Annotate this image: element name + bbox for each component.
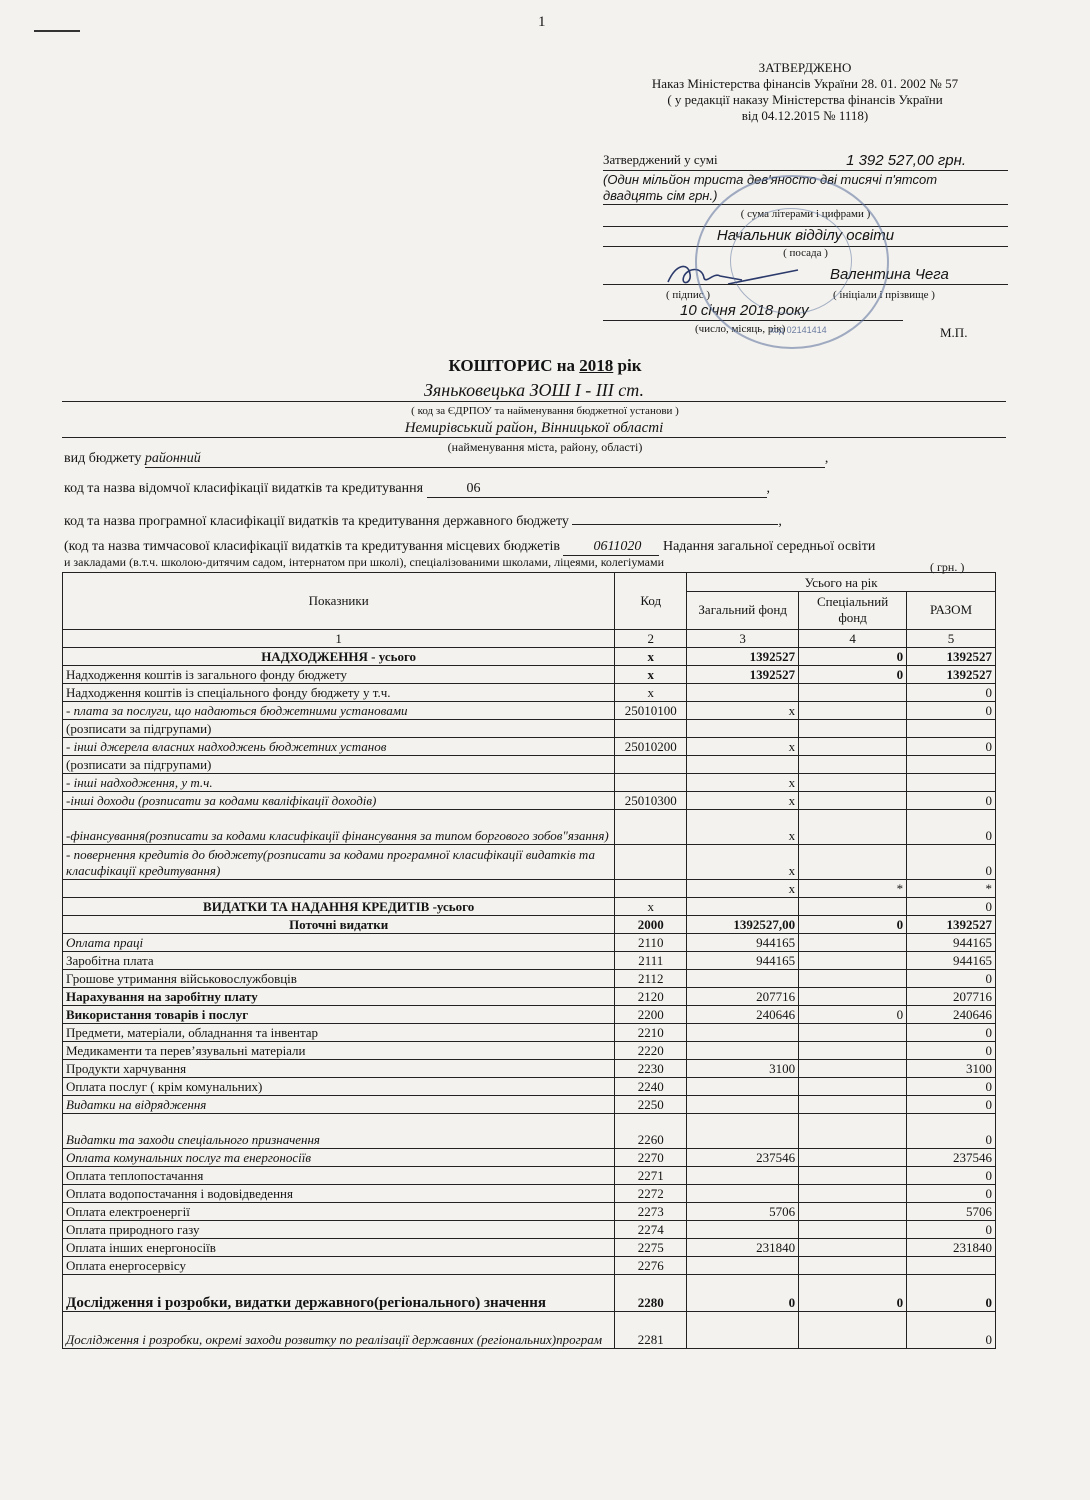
row-total: 207716 [907, 988, 996, 1006]
program-class-value [572, 510, 778, 525]
program-class-label: код та назва програмної класифікації видатків та кредитування державного бюджету [64, 514, 569, 529]
row-general-fund: 0 [687, 1275, 799, 1312]
row-special-fund [799, 774, 907, 792]
table-row [63, 720, 996, 738]
table-row [63, 774, 996, 792]
row-general-fund [687, 1096, 799, 1114]
table-row [63, 1221, 996, 1239]
row-label: Оплата теплопостачання [63, 1167, 615, 1185]
col-number: 2 [615, 630, 687, 648]
row-label: Поточні видатки [63, 916, 615, 934]
estimate-title-suffix: рік [613, 356, 642, 375]
row-code [615, 774, 687, 792]
row-special-fund [799, 1114, 907, 1149]
row-special-fund [799, 720, 907, 738]
row-special-fund [799, 684, 907, 702]
row-special-fund [799, 1149, 907, 1167]
row-code: 2260 [615, 1114, 687, 1149]
page-number: 1 [538, 14, 546, 30]
header-code: Код [615, 573, 687, 630]
official-stamp-inner [730, 208, 852, 314]
approval-title: ЗАТВЕРДЖЕНО [758, 60, 852, 75]
row-special-fund [799, 738, 907, 756]
row-code: 2274 [615, 1221, 687, 1239]
table-row [63, 1149, 996, 1167]
row-label: Оплата енергосервісу [63, 1257, 615, 1275]
row-total: 0 [907, 898, 996, 916]
row-special-fund [799, 1203, 907, 1221]
row-code [615, 810, 687, 845]
row-general-fund [687, 684, 799, 702]
row-special-fund [799, 756, 907, 774]
row-general-fund: х [687, 702, 799, 720]
row-total: 0 [907, 738, 996, 756]
row-label: Видатки на відрядження [63, 1096, 615, 1114]
row-general-fund: х [687, 810, 799, 845]
row-total: 0 [907, 1114, 996, 1149]
row-label: Використання товарів і послуг [63, 1006, 615, 1024]
row-label: - інші джерела власних надходжень бюджетних установ [63, 738, 615, 756]
header-indicators: Показники [63, 573, 615, 630]
row-label [63, 880, 615, 898]
row-total: 0 [907, 702, 996, 720]
local-class-text: Надання загальної середньої освіти [662, 539, 876, 554]
row-general-fund: х [687, 792, 799, 810]
row-general-fund [687, 1078, 799, 1096]
row-general-fund: 240646 [687, 1006, 799, 1024]
table-row [63, 952, 996, 970]
corner-mark [34, 30, 80, 32]
row-total: 0 [907, 845, 996, 880]
row-total: 944165 [907, 934, 996, 952]
row-label: Надходження коштів із спеціального фонду бюджету у т.ч. [63, 684, 615, 702]
institution-name: Зяньковецька ЗОШ І - ІІІ ст. [62, 380, 1006, 402]
row-general-fund: 3100 [687, 1060, 799, 1078]
row-label: Оплата інших енергоносіїв [63, 1239, 615, 1257]
location-name: Немирівський район, Вінницької області [62, 420, 1006, 438]
row-general-fund: 944165 [687, 952, 799, 970]
table-row [63, 1096, 996, 1114]
table-row [63, 934, 996, 952]
table-row [63, 1203, 996, 1221]
table-row [63, 792, 996, 810]
estimate-table [62, 572, 996, 1349]
table-row [63, 988, 996, 1006]
row-general-fund: х [687, 880, 799, 898]
row-code: 2120 [615, 988, 687, 1006]
row-code [615, 880, 687, 898]
budget-type-value: районний [145, 451, 825, 468]
row-special-fund [799, 1167, 907, 1185]
row-total: 0 [907, 970, 996, 988]
row-total: 240646 [907, 1006, 996, 1024]
row-total [907, 1257, 996, 1275]
approval-line3: від 04.12.2015 № 1118) [741, 108, 869, 123]
row-special-fund [799, 1239, 907, 1257]
row-special-fund [799, 1185, 907, 1203]
row-special-fund [799, 1078, 907, 1096]
row-code: 2271 [615, 1167, 687, 1185]
row-general-fund: х [687, 845, 799, 880]
table-row [63, 898, 996, 916]
row-code: 25010200 [615, 738, 687, 756]
row-special-fund [799, 1042, 907, 1060]
row-general-fund [687, 1114, 799, 1149]
row-total: 0 [907, 1312, 996, 1349]
table-row [63, 1114, 996, 1149]
row-total [907, 756, 996, 774]
row-label: Оплата водопостачання і водовідведення [63, 1185, 615, 1203]
estimate-title [0, 356, 1090, 376]
table-row [63, 1239, 996, 1257]
budget-type-label: вид бюджету [64, 451, 142, 466]
row-total: 5706 [907, 1203, 996, 1221]
dept-class-row: код та назва відомчої класифікації видатків та кредитування 06 , [64, 481, 771, 496]
row-code: 2272 [615, 1185, 687, 1203]
row-code: 2220 [615, 1042, 687, 1060]
row-code: 2240 [615, 1078, 687, 1096]
institution-caption: ( код за ЄДРПОУ та найменування бюджетної установи ) [411, 405, 679, 417]
row-code: 25010100 [615, 702, 687, 720]
row-special-fund [799, 1221, 907, 1239]
col-number: 3 [687, 630, 799, 648]
table-row [63, 648, 996, 666]
row-general-fund: 1392527 [687, 666, 799, 684]
approved-sum-label: Затверджений у сумі [603, 152, 718, 167]
row-total: 0 [907, 1024, 996, 1042]
row-total: 3100 [907, 1060, 996, 1078]
row-general-fund [687, 720, 799, 738]
row-special-fund [799, 952, 907, 970]
row-code: х [615, 648, 687, 666]
row-code [615, 720, 687, 738]
row-code: 25010300 [615, 792, 687, 810]
date-caption: (число, місяць, рік) [695, 323, 786, 335]
row-code: 2110 [615, 934, 687, 952]
row-special-fund [799, 1312, 907, 1349]
dept-class-label: код та назва відомчої класифікації видатків та кредитування [64, 481, 424, 496]
table-row [63, 1257, 996, 1275]
signer-name: Валентина Чега [830, 266, 949, 283]
table-row [63, 845, 996, 880]
table-row [63, 810, 996, 845]
row-general-fund [687, 1221, 799, 1239]
table-row [63, 702, 996, 720]
row-special-fund [799, 1060, 907, 1078]
row-code: 2275 [615, 1239, 687, 1257]
program-class-row: код та назва програмної класифікації видатків та кредитування державного бюджету , [64, 510, 782, 530]
row-total: 1392527 [907, 666, 996, 684]
stamp-code: код 02141414 [770, 325, 827, 335]
row-general-fund [687, 1257, 799, 1275]
row-total: 0 [907, 1042, 996, 1060]
row-code: х [615, 666, 687, 684]
row-total: 0 [907, 792, 996, 810]
row-code: 2276 [615, 1257, 687, 1275]
row-special-fund: 0 [799, 916, 907, 934]
row-total: 0 [907, 1167, 996, 1185]
row-special-fund [799, 810, 907, 845]
row-code: 2281 [615, 1312, 687, 1349]
row-general-fund [687, 1042, 799, 1060]
local-class-label: (код та назва тимчасової класифікації видатків та кредитування місцевих бюджетів [64, 539, 560, 554]
row-total [907, 774, 996, 792]
row-total: 0 [907, 1078, 996, 1096]
row-general-fund: 1392527,00 [687, 916, 799, 934]
row-total: 237546 [907, 1149, 996, 1167]
row-general-fund: 5706 [687, 1203, 799, 1221]
row-code: 2230 [615, 1060, 687, 1078]
row-special-fund: * [799, 880, 907, 898]
estimate-title-prefix: КОШТОРИС на [448, 356, 580, 375]
row-label: Оплата електроенергії [63, 1203, 615, 1221]
row-special-fund [799, 898, 907, 916]
row-label: - інші надходження, у т.ч. [63, 774, 615, 792]
table-row [63, 970, 996, 988]
row-label: Видатки та заходи спеціального призначення [63, 1114, 615, 1149]
row-label: Продукти харчування [63, 1060, 615, 1078]
row-total: 0 [907, 1221, 996, 1239]
row-total: 0 [907, 810, 996, 845]
signer-name-caption: ( ініціали і прізвище ) [833, 289, 935, 301]
row-label: Дослідження і розробки, видатки державного(регіонального) значення [63, 1275, 615, 1312]
row-general-fund: 944165 [687, 934, 799, 952]
row-general-fund: 237546 [687, 1149, 799, 1167]
row-label: - повернення кредитів до бюджету(розписати за кодами програмної класифікації видатків та класифікації кредитування) [63, 845, 615, 880]
approved-sum-words-2: двадцять сім грн.) [603, 188, 1008, 205]
row-code: 2280 [615, 1275, 687, 1312]
row-total: 231840 [907, 1239, 996, 1257]
row-total: 0 [907, 684, 996, 702]
row-special-fund [799, 1257, 907, 1275]
row-code: х [615, 684, 687, 702]
row-total: 1392527 [907, 648, 996, 666]
row-label: Оплата природного газу [63, 1221, 615, 1239]
row-code: 2250 [615, 1096, 687, 1114]
row-special-fund: 0 [799, 1006, 907, 1024]
table-row [63, 684, 996, 702]
local-class-code: 0611020 [563, 539, 659, 556]
row-general-fund [687, 1312, 799, 1349]
row-label: (розписати за підгрупами) [63, 720, 615, 738]
currency-unit: ( грн. ) [930, 560, 965, 574]
row-general-fund [687, 898, 799, 916]
row-special-fund [799, 792, 907, 810]
row-code [615, 845, 687, 880]
row-label: Оплата праці [63, 934, 615, 952]
table-row [63, 1078, 996, 1096]
table-row [63, 756, 996, 774]
table-row [63, 1275, 996, 1312]
header-total: РАЗОМ [907, 591, 996, 629]
local-class-row [64, 539, 875, 556]
row-total: 944165 [907, 952, 996, 970]
approved-sum-value: 1 392 527,00 грн. [846, 152, 966, 169]
row-label: Надходження коштів із загального фонду бюджету [63, 666, 615, 684]
row-total: 0 [907, 1185, 996, 1203]
table-row [63, 1006, 996, 1024]
row-special-fund [799, 1024, 907, 1042]
row-general-fund: 231840 [687, 1239, 799, 1257]
approved-sum-words-1: (Один мільйон триста дев'яносто дві тисячі п'ятсот [603, 172, 938, 187]
row-general-fund: 1392527 [687, 648, 799, 666]
row-label: НАДХОДЖЕННЯ - усього [63, 648, 615, 666]
row-special-fund [799, 934, 907, 952]
row-total: 0 [907, 1275, 996, 1312]
table-row [63, 738, 996, 756]
table-row [63, 1185, 996, 1203]
row-total: * [907, 880, 996, 898]
budget-type-row: вид бюджету районний , [64, 451, 829, 466]
row-total [907, 720, 996, 738]
row-code: 2270 [615, 1149, 687, 1167]
row-general-fund [687, 1167, 799, 1185]
estimate-year: 2018 [579, 356, 614, 375]
approved-sum-caption: ( сума літерами і цифрами ) [740, 208, 871, 220]
table-row [63, 1042, 996, 1060]
local-class-text-2: и закладами (в.т.ч. школою-дитячим садом, інтернатом при школі), спеціалізованими школами, ліцеями, колегіумами [64, 555, 665, 569]
col-number: 4 [799, 630, 907, 648]
table-row [63, 1312, 996, 1349]
row-total: 0 [907, 1096, 996, 1114]
row-special-fund [799, 1096, 907, 1114]
table-row [63, 916, 996, 934]
row-general-fund [687, 1185, 799, 1203]
row-label: Оплата комунальних послуг та енергоносіїв [63, 1149, 615, 1167]
row-general-fund [687, 1024, 799, 1042]
position-caption: ( посада ) [783, 247, 828, 259]
row-code: 2210 [615, 1024, 687, 1042]
row-code: 2200 [615, 1006, 687, 1024]
header-general-fund: Загальний фонд [687, 591, 799, 629]
approval-block [600, 60, 1010, 124]
location-caption: (найменування міста, району, області) [447, 440, 643, 454]
row-special-fund [799, 702, 907, 720]
row-code: 2273 [615, 1203, 687, 1221]
row-code: 2111 [615, 952, 687, 970]
row-label: Медикаменти та перев’язувальні матеріали [63, 1042, 615, 1060]
table-row [63, 666, 996, 684]
dept-class-value: 06 [427, 481, 767, 498]
mp-label: М.П. [940, 325, 968, 340]
row-total: 1392527 [907, 916, 996, 934]
row-code: х [615, 898, 687, 916]
row-general-fund [687, 970, 799, 988]
row-special-fund [799, 845, 907, 880]
row-code [615, 756, 687, 774]
row-label: Грошове утримання військовослужбовців [63, 970, 615, 988]
table-row [63, 880, 996, 898]
approval-date: 10 січня 2018 року [680, 302, 809, 319]
col-number: 5 [907, 630, 996, 648]
row-label: -інші доходи (розписати за кодами кваліфікації доходів) [63, 792, 615, 810]
header-special-fund: Спеціальний фонд [799, 591, 907, 629]
approval-line1: Наказ Міністерства фінансів України 28. 01. 2002 № 57 [651, 76, 959, 91]
header-total-year: Усього на рік [687, 573, 996, 592]
approved-sum-line [603, 152, 1008, 171]
signature-caption: ( підпис ) [666, 289, 711, 301]
approval-line2: ( у редакції наказу Міністерства фінансів України [667, 92, 943, 107]
row-general-fund: 207716 [687, 988, 799, 1006]
row-label: Предмети, матеріали, обладнання та інвентар [63, 1024, 615, 1042]
row-special-fund [799, 970, 907, 988]
row-label: (розписати за підгрупами) [63, 756, 615, 774]
row-label: Нарахування на заробітну плату [63, 988, 615, 1006]
row-special-fund: 0 [799, 1275, 907, 1312]
row-code: 2000 [615, 916, 687, 934]
row-label: Оплата послуг ( крім комунальних) [63, 1078, 615, 1096]
row-label: Дослідження і розробки, окремі заходи розвитку по реалізації державних (регіональних)програм [63, 1312, 615, 1349]
table-row [63, 1167, 996, 1185]
table-row [63, 1060, 996, 1078]
row-label: ВИДАТКИ ТА НАДАННЯ КРЕДИТІВ -усього [63, 898, 615, 916]
row-special-fund: 0 [799, 648, 907, 666]
row-special-fund [799, 988, 907, 1006]
table-body [63, 648, 996, 1349]
col-number: 1 [63, 630, 615, 648]
row-general-fund: х [687, 738, 799, 756]
row-label: -фінансування(розписати за кодами класифікації фінансування за типом боргового зобов"язання) [63, 810, 615, 845]
row-code: 2112 [615, 970, 687, 988]
row-general-fund [687, 756, 799, 774]
position-field: Начальник відділу освіти [603, 226, 1008, 247]
row-label: Заробітна плата [63, 952, 615, 970]
table-row [63, 1024, 996, 1042]
row-label: - плата за послуги, що надаються бюджетними установами [63, 702, 615, 720]
row-special-fund: 0 [799, 666, 907, 684]
row-general-fund: х [687, 774, 799, 792]
